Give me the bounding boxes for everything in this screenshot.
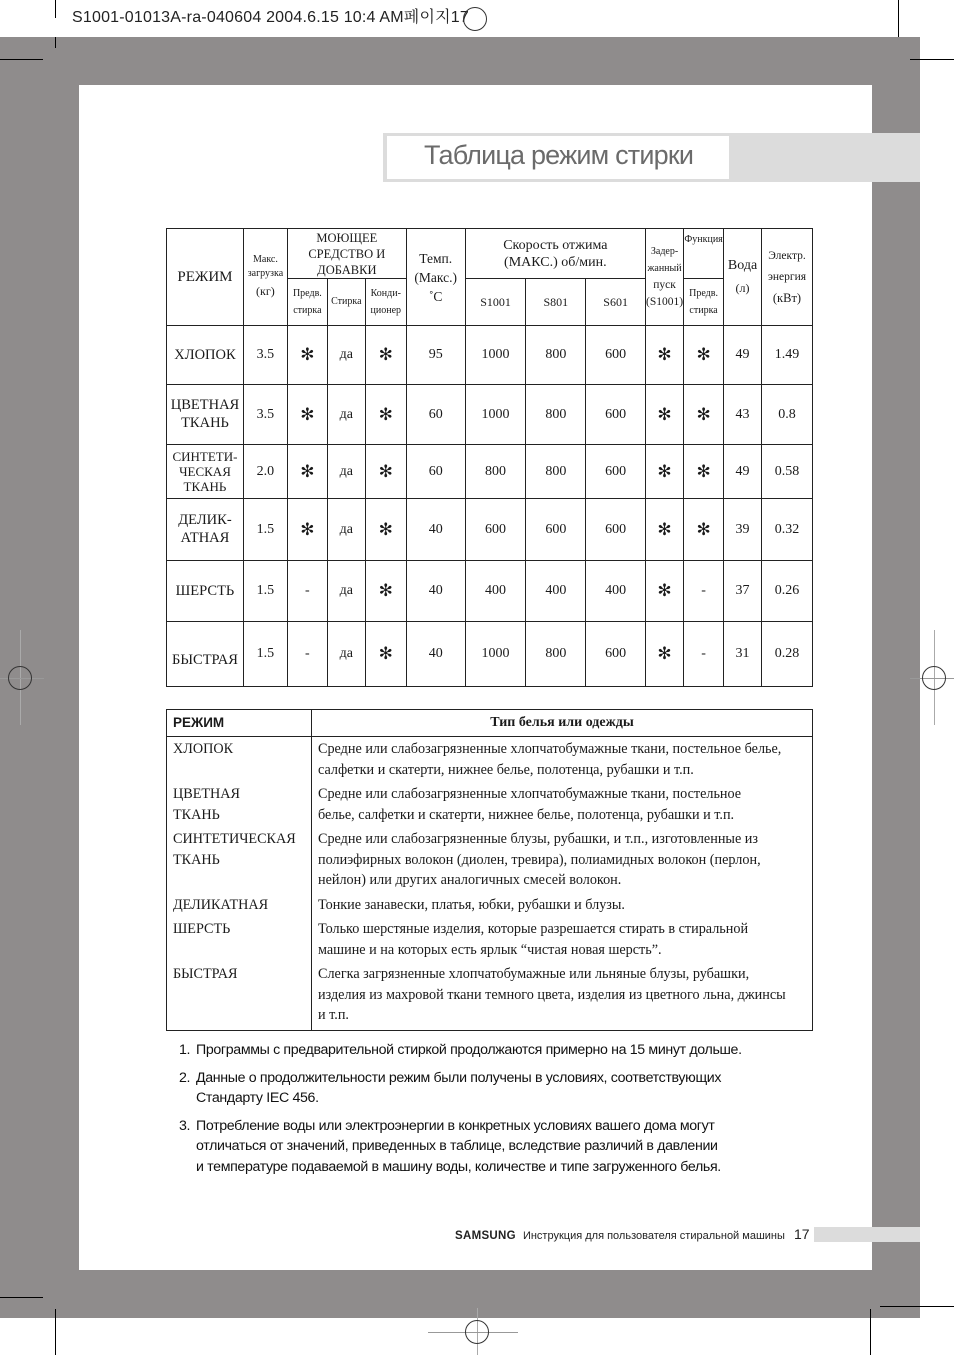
description-line: Только шерстяные изделия, которые разрешается стирать в стиральной — [318, 921, 749, 937]
note-number: 3. — [179, 1117, 191, 1134]
softener-cell: ✻ — [365, 445, 406, 499]
header-energy — [762, 229, 813, 326]
wash-cell: да — [327, 385, 365, 445]
mode-text: ЦВЕТНАЯ — [170, 397, 240, 413]
description-line: машине и на которых есть ярлык “чистая новая шерсть”. — [318, 941, 662, 958]
prewash-cell: ✻ — [287, 326, 327, 385]
table-row — [167, 445, 813, 499]
description-cell — [312, 919, 813, 964]
delay-cell: ✻ — [646, 385, 684, 445]
s801-cell: 800 — [526, 445, 586, 499]
note-line: Данные о продолжительности режим были получены в условиях, соответствующих — [196, 1069, 722, 1086]
samsung-logo: SAMSUNG — [455, 1230, 516, 1242]
energy-cell: 0.26 — [762, 561, 813, 622]
table-row — [167, 622, 813, 687]
load-cell: 1.5 — [243, 499, 287, 561]
prewash-cell: ✻ — [287, 445, 327, 499]
description-line: Тонкие занавески, платья, юбки, рубашки и блузы. — [318, 896, 625, 913]
delay-cell: ✻ — [646, 561, 684, 622]
softener-cell: ✻ — [365, 561, 406, 622]
load-cell: 3.5 — [243, 385, 287, 445]
header-max-load — [243, 229, 287, 326]
note-line: отличаться от значений, приведенных в таблице, вследствие различий в давлении — [196, 1138, 718, 1154]
wash-cell: да — [327, 445, 365, 499]
function-cell: - — [684, 622, 724, 687]
prewash-cell: - — [287, 561, 327, 622]
function-cell: ✻ — [684, 385, 724, 445]
header-text: Конди- — [370, 288, 401, 299]
description-cell — [312, 737, 813, 785]
header-text: (кг) — [256, 284, 275, 298]
table-row — [167, 561, 813, 622]
description-line: и т.п. — [318, 1007, 349, 1023]
delay-cell: ✻ — [646, 445, 684, 499]
temp-cell: 60 — [406, 385, 465, 445]
header-detergent-group — [287, 229, 406, 279]
note-number: 2. — [179, 1069, 191, 1086]
page-footer — [455, 1226, 810, 1242]
mode-cell: ХЛОПОК — [167, 326, 244, 385]
header-text: Вода — [727, 258, 758, 273]
s601-cell: 600 — [586, 622, 646, 687]
description-cell — [312, 829, 813, 895]
s801-cell: 400 — [526, 561, 586, 622]
water-cell: 49 — [724, 326, 762, 385]
note-item — [179, 1040, 819, 1061]
header-function: Функция — [684, 229, 724, 279]
mode-text: ДЕЛИК- — [178, 512, 232, 528]
header-mode: РЕЖИМ — [167, 229, 244, 326]
header-s1001: S1001 — [465, 279, 526, 326]
s1001-cell: 600 — [465, 499, 526, 561]
header-mode: РЕЖИМ — [167, 710, 312, 737]
description-line: салфетки и скатерти, нижнее белье, полотенца, рубашки и т.п. — [318, 761, 694, 778]
crop-mark — [55, 1309, 56, 1355]
header-text: СРЕДСТВО И — [308, 246, 386, 261]
mode-text: ТКАНЬ — [173, 851, 220, 868]
header-delay-start — [646, 229, 684, 326]
note-item — [179, 1068, 819, 1109]
mode-cell — [167, 499, 244, 561]
note-line: Стандарту IEC 456. — [196, 1090, 319, 1106]
function-cell: ✻ — [684, 499, 724, 561]
wash-cell: да — [327, 561, 365, 622]
mode-cell — [167, 964, 312, 1030]
mode-text: ЧЕСКАЯ — [179, 464, 231, 479]
header-text: Темп. — [419, 250, 453, 266]
header-function-prewash — [684, 279, 724, 326]
description-cell — [312, 895, 813, 920]
header-softener — [365, 279, 406, 326]
header-spin-group — [465, 229, 645, 279]
header-text: МОЮЩЕЕ — [316, 230, 378, 245]
s1001-cell: 400 — [465, 561, 526, 622]
header-text: стирка — [293, 305, 322, 316]
s601-cell: 600 — [586, 499, 646, 561]
header-water — [724, 229, 762, 326]
header-text: (S1001) — [646, 296, 684, 308]
footer-text: Инструкция для пользователя стиральной машины — [522, 1230, 785, 1242]
temp-cell: 95 — [406, 326, 465, 385]
table-row — [167, 784, 813, 829]
water-cell: 37 — [724, 561, 762, 622]
temp-cell: 40 — [406, 499, 465, 561]
table-row — [167, 385, 813, 445]
s1001-cell: 1000 — [465, 385, 526, 445]
description-line: изделия из махровой ткани темного цвета, изделия из цветного льна, джинсы — [318, 986, 786, 1003]
registration-circle-icon — [465, 1320, 489, 1344]
s801-cell: 800 — [526, 326, 586, 385]
crop-mark — [880, 1306, 954, 1307]
delay-cell: ✻ — [646, 326, 684, 385]
load-cell: 1.5 — [243, 561, 287, 622]
header-s601: S601 — [586, 279, 646, 326]
header-s801: S801 — [526, 279, 586, 326]
load-cell: 1.5 — [243, 622, 287, 687]
s601-cell: 600 — [586, 326, 646, 385]
mode-text: ДЕЛИКАТНАЯ — [173, 896, 269, 913]
energy-cell: 1.49 — [762, 326, 813, 385]
mode-cell — [167, 829, 312, 895]
crop-mark — [0, 59, 43, 60]
description-line: белье, салфетки и скатерти, нижнее белье, полотенца, рубашки и т.п. — [318, 806, 735, 823]
header-text: ционер — [370, 305, 402, 316]
mode-text: ТКАНЬ — [183, 479, 227, 494]
softener-cell: ✻ — [365, 326, 406, 385]
header-fabric-type: Тип белья или одежды — [312, 710, 813, 737]
print-slug: S1001-01013A-ra-040604 2004.6.15 10:4 AM페이지17 — [72, 9, 469, 26]
description-cell — [312, 964, 813, 1030]
mode-cell — [167, 895, 312, 920]
prewash-cell: ✻ — [287, 385, 327, 445]
wash-cell: да — [327, 326, 365, 385]
header-text: Предв. — [689, 288, 718, 299]
crop-mark — [55, 0, 56, 18]
crop-mark — [910, 59, 954, 60]
header-text: ДОБАВКИ — [317, 262, 377, 277]
header-text: загрузка — [247, 268, 284, 279]
fabric-type-table — [166, 709, 813, 1031]
page-title: Таблица режим стирки — [424, 140, 694, 170]
header-temp — [406, 229, 465, 326]
mode-text: СИНТЕТИ- — [172, 449, 238, 464]
header-text: (МАКС.) об/мин. — [504, 254, 607, 270]
note-item — [179, 1116, 819, 1178]
mode-text: ТКАНЬ — [181, 415, 229, 431]
mode-cell — [167, 385, 244, 445]
function-cell: - — [684, 561, 724, 622]
s601-cell: 400 — [586, 561, 646, 622]
mode-text: АТНАЯ — [180, 530, 230, 546]
note-number: 1. — [179, 1042, 191, 1058]
table-row — [167, 895, 813, 920]
description-line: Средне или слабозагрязненные хлопчатобумажные ткани, постельное белье, — [318, 741, 782, 757]
softener-cell: ✻ — [365, 499, 406, 561]
s801-cell: 800 — [526, 385, 586, 445]
water-cell: 49 — [724, 445, 762, 499]
header-text: ˚C — [428, 288, 443, 304]
registration-circle-icon — [8, 666, 32, 690]
header-text: Задер- — [650, 246, 679, 257]
wash-cell: да — [327, 622, 365, 687]
table-row — [167, 326, 813, 385]
mode-text: ТКАНЬ — [173, 806, 220, 823]
description-cell — [312, 784, 813, 829]
description-line: полиэфирных волокон (диолен, тревира), полиамидных волокон (перлон, — [318, 851, 761, 868]
mode-cell — [167, 445, 244, 499]
s1001-cell: 800 — [465, 445, 526, 499]
energy-cell: 0.58 — [762, 445, 813, 499]
energy-cell: 0.32 — [762, 499, 813, 561]
wash-program-spec-table — [166, 228, 813, 687]
s1001-cell: 1000 — [465, 326, 526, 385]
s601-cell: 600 — [586, 445, 646, 499]
table-row — [167, 964, 813, 1030]
header-prewash — [287, 279, 327, 326]
table-row — [167, 499, 813, 561]
header-text: Макс. — [252, 254, 278, 265]
mode-text: БЫСТРАЯ — [173, 966, 238, 982]
energy-cell: 0.8 — [762, 385, 813, 445]
registration-circle-icon — [463, 7, 487, 31]
load-cell: 2.0 — [243, 445, 287, 499]
header-text: Электр. — [768, 249, 806, 262]
temp-cell: 40 — [406, 622, 465, 687]
prewash-cell: - — [287, 622, 327, 687]
energy-cell: 0.28 — [762, 622, 813, 687]
header-text: (Макс.) — [414, 269, 457, 285]
header-text: (кВт) — [772, 290, 802, 305]
temp-cell: 60 — [406, 445, 465, 499]
header-text: жанный — [647, 263, 682, 274]
page-number: 17 — [793, 1226, 810, 1242]
header-text: Скорость отжима — [503, 237, 608, 253]
header-text: (л) — [735, 281, 750, 295]
footer-bar — [814, 1227, 920, 1242]
header-text: пуск — [653, 279, 676, 291]
mode-text: ШЕРСТЬ — [173, 921, 231, 937]
table-row — [167, 829, 813, 895]
header-wash: Стирка — [327, 279, 365, 326]
mode-cell — [167, 737, 312, 785]
softener-cell: ✻ — [365, 385, 406, 445]
temp-cell: 40 — [406, 561, 465, 622]
mode-text: ХЛОПОК — [173, 741, 234, 757]
note-line: и температуре подаваемой в машину воды, количестве и типе загруженного белья. — [196, 1158, 721, 1175]
water-cell: 31 — [724, 622, 762, 687]
function-cell: ✻ — [684, 326, 724, 385]
mode-cell — [167, 919, 312, 964]
table-row — [167, 737, 813, 785]
delay-cell: ✻ — [646, 622, 684, 687]
mode-text: СИНТЕТИЧЕСКАЯ — [173, 831, 296, 847]
function-cell: ✻ — [684, 445, 724, 499]
mode-cell: БЫСТРАЯ — [167, 622, 244, 687]
note-line: Программы с предварительной стиркой продолжаются примерно на 15 минут дольше. — [196, 1042, 742, 1058]
prewash-cell: ✻ — [287, 499, 327, 561]
s801-cell: 600 — [526, 499, 586, 561]
mode-text: ЦВЕТНАЯ — [173, 786, 240, 802]
description-line: Слегка загрязненные хлопчатобумажные или льняные блузы, рубашки, — [318, 966, 750, 982]
table-row — [167, 919, 813, 964]
water-cell: 39 — [724, 499, 762, 561]
notes-list — [179, 1040, 819, 1184]
description-line: Средне или слабозагрязненные хлопчатобумажные ткани, постельное — [318, 786, 742, 802]
description-line: нейлон) или других аналогичных смесей волокон. — [318, 872, 622, 888]
note-line: Потребление воды или электроэнергии в конкретных условиях вашего дома могут — [196, 1117, 715, 1134]
load-cell: 3.5 — [243, 326, 287, 385]
header-text: Предв. — [292, 288, 322, 299]
crop-mark — [870, 1309, 871, 1355]
header-text: энергия — [767, 270, 807, 283]
header-text: стирка — [689, 305, 718, 316]
wash-cell: да — [327, 499, 365, 561]
s601-cell: 600 — [586, 385, 646, 445]
water-cell: 43 — [724, 385, 762, 445]
crop-mark — [55, 37, 56, 48]
mode-cell — [167, 784, 312, 829]
delay-cell: ✻ — [646, 499, 684, 561]
registration-circle-icon — [922, 666, 946, 690]
softener-cell: ✻ — [365, 622, 406, 687]
mode-cell: ШЕРСТЬ — [167, 561, 244, 622]
description-line: Средне или слабозагрязненные блузы, рубашки, и т.п., изготовленные из — [318, 831, 758, 847]
s1001-cell: 1000 — [465, 622, 526, 687]
crop-mark — [0, 1297, 43, 1298]
s801-cell: 800 — [526, 622, 586, 687]
